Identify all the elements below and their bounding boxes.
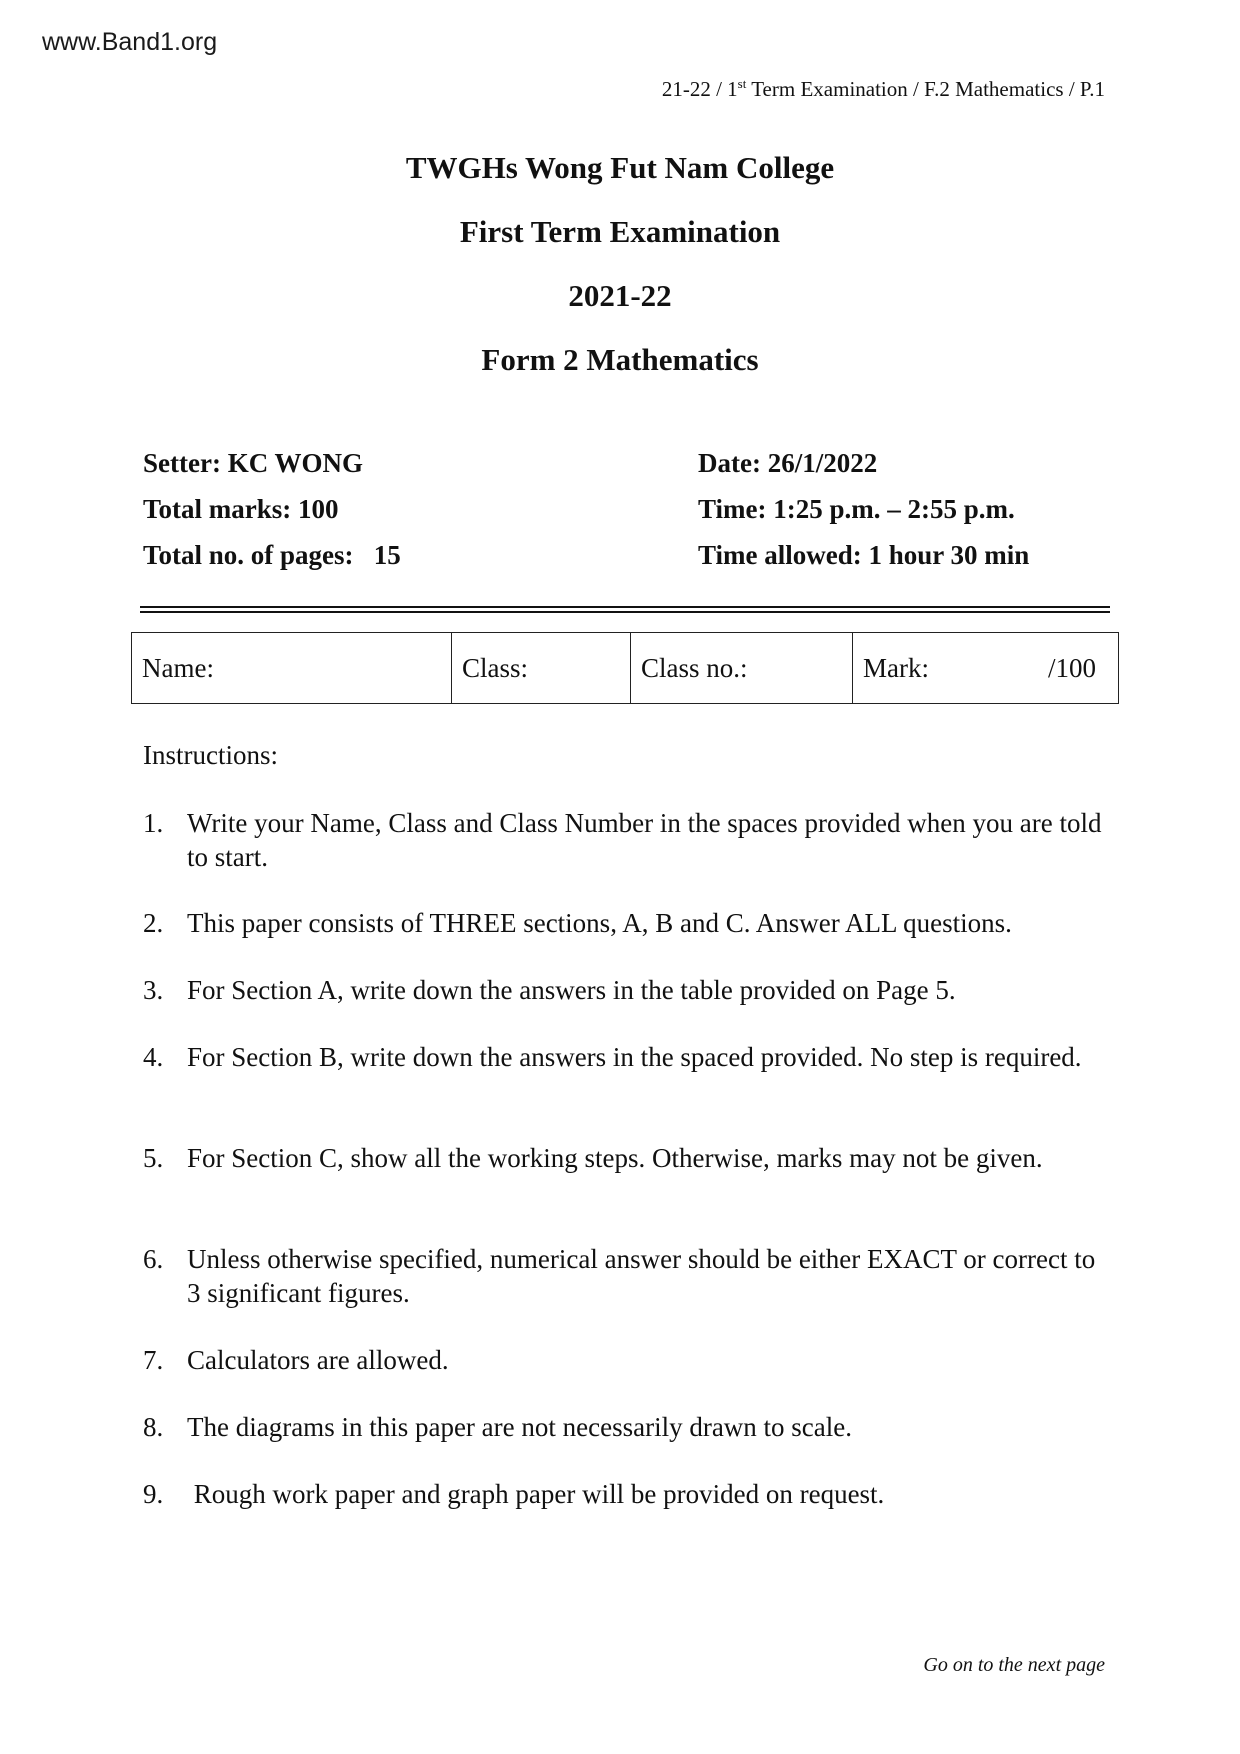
total-marks-info: Total marks: 100: [143, 494, 339, 524]
instruction-item: [143, 1343, 1103, 1377]
instruction-text: Rough work paper and graph paper will be provided on request.: [187, 1479, 885, 1509]
time-info: Time: 1:25 p.m. – 2:55 p.m.: [698, 494, 1015, 524]
date-info: Date: 26/1/2022: [698, 448, 878, 478]
instruction-number: 7.: [143, 1345, 164, 1375]
student-info-table: [131, 632, 1119, 704]
instruction-number: 1.: [143, 808, 164, 838]
instruction-text: Write your Name, Class and Class Number in the spaces provided when you are told to start.: [187, 808, 1102, 872]
running-header-prefix: 21-22 / 1: [661, 77, 738, 101]
running-header: [662, 76, 1105, 102]
class-no-label: Class no.:: [641, 652, 748, 683]
instruction-number: 8.: [143, 1412, 164, 1442]
exam-year: 2021-22: [568, 278, 672, 313]
instruction-text: For Section A, write down the answers in the table provided on Page 5.: [187, 975, 956, 1005]
mark-field: [853, 633, 1119, 704]
instruction-item: [143, 1141, 1103, 1175]
instruction-number: 2.: [143, 908, 164, 938]
instruction-item: [143, 1040, 1103, 1074]
running-header-ordinal: st: [737, 76, 747, 91]
instruction-item: [143, 1410, 1103, 1444]
class-label: Class:: [462, 652, 529, 683]
name-label: Name:: [142, 652, 214, 683]
instructions-heading: Instructions:: [143, 740, 278, 770]
instruction-number: 3.: [143, 975, 164, 1005]
instruction-item: [143, 973, 1103, 1007]
mark-max: /100: [1047, 652, 1096, 683]
instruction-text: Unless otherwise specified, numerical answer should be either EXACT or correct to 3 significant figures.: [187, 1244, 1096, 1308]
double-divider: [140, 606, 1110, 613]
total-pages-info: Total no. of pages: 15: [143, 540, 401, 570]
class-no-field[interactable]: [631, 633, 853, 704]
instruction-number: 4.: [143, 1042, 164, 1072]
instruction-text: For Section B, write down the answers in the spaced provided. No step is required.: [187, 1042, 1082, 1072]
running-header-suffix: Term Examination / F.2 Mathematics / P.1: [746, 77, 1105, 101]
school-name: TWGHs Wong Fut Nam College: [405, 150, 835, 185]
time-allowed-info: Time allowed: 1 hour 30 min: [698, 540, 1030, 570]
instruction-item: [143, 906, 1103, 940]
instruction-text: For Section C, show all the working steps. Otherwise, marks may not be given.: [187, 1143, 1043, 1173]
instruction-item: [143, 1477, 1103, 1511]
footer-next-page: Go on to the next page: [923, 1654, 1105, 1676]
name-field[interactable]: [132, 633, 452, 704]
watermark-url: www.Band1.org: [42, 28, 218, 56]
instruction-text: The diagrams in this paper are not necessarily drawn to scale.: [187, 1412, 853, 1442]
instruction-number: 6.: [143, 1244, 164, 1274]
instruction-item: [143, 806, 1103, 874]
class-field[interactable]: [452, 633, 631, 704]
instruction-text: This paper consists of THREE sections, A, B and C. Answer ALL questions.: [187, 908, 1012, 938]
instruction-item: [143, 1242, 1103, 1310]
instruction-number: 5.: [143, 1143, 164, 1173]
setter-info: Setter: KC WONG: [143, 448, 363, 478]
subject-title: Form 2 Mathematics: [481, 342, 759, 377]
exam-name: First Term Examination: [459, 214, 781, 249]
instruction-text: Calculators are allowed.: [187, 1345, 449, 1375]
mark-label: Mark:: [863, 652, 929, 683]
instruction-number: 9.: [143, 1479, 164, 1509]
